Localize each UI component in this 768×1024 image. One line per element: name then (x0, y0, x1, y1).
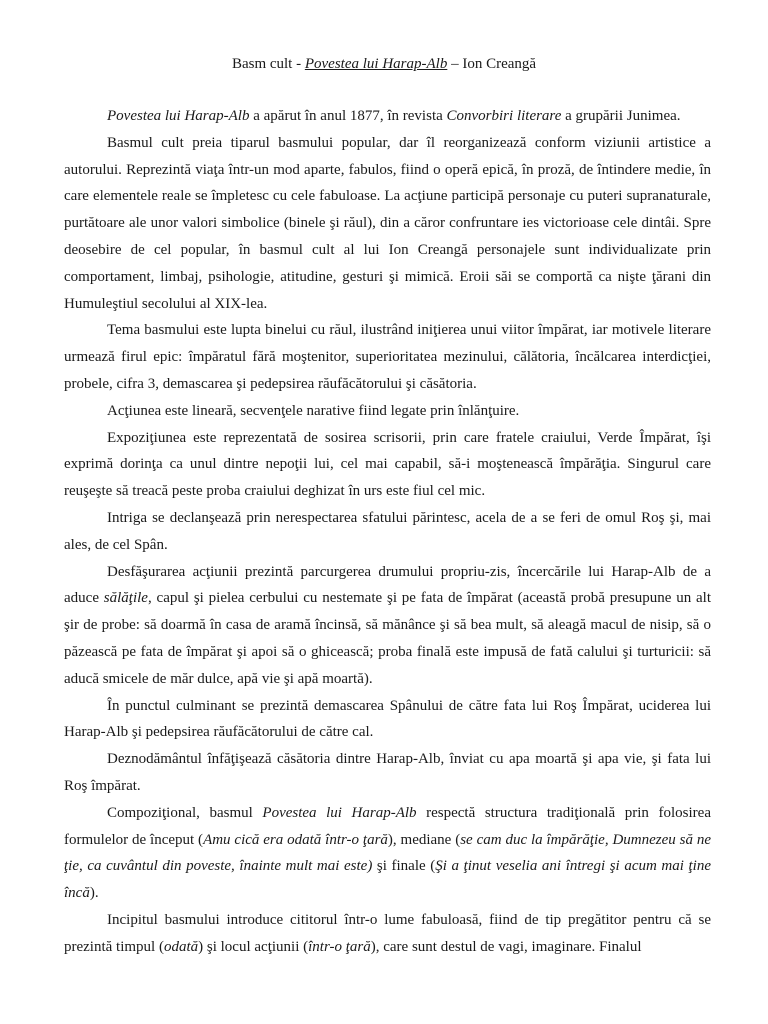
paragraph-text: Incipitul basmului introduce cititorul într-o lume fabuloasă, fiind de tip pregătitor pentru că se prezintă timpul ( (64, 911, 711, 955)
final-formula-italic: Şi a ţinut veselia ani întregi şi acum mai ţine încă (64, 858, 711, 902)
paragraph-development (64, 559, 711, 693)
paragraph-publication (64, 103, 711, 130)
magazine-title-italic: Convorbiri literare (446, 108, 562, 124)
opening-formula-italic: Amu cică era odată într-o ţară (203, 831, 388, 848)
paragraph-text: ) şi locul acţiunii ( (198, 938, 309, 955)
median-formula-italic: se cam duc la împărăţie, Dumnezeu să ne ţie, ca cuvântul din poveste, înainte mult mai este) (64, 831, 711, 875)
paragraph-text: a apărut în anul 1877, în revista (249, 108, 447, 124)
paragraph-incipit (64, 907, 711, 961)
paragraph-composition (64, 800, 711, 907)
title-work: Povestea lui Harap-Alb (304, 56, 448, 72)
paragraph-text: ), care sunt destul de vagi, imaginare. Finalul (370, 938, 642, 955)
paragraph-denouement: Deznodământul înfăţişează căsătoria dintre Harap-Alb, înviat cu apa moartă şi apa vie, şi fata lui Roş împărat. (64, 751, 711, 794)
paragraph-text: şi finale ( (372, 858, 436, 875)
paragraph-text: respectă structura tradiţională prin folosirea formulelor de început ( (64, 804, 711, 848)
paragraph-climax: În punctul culminant se prezintă demascarea Spânului de către fata lui Roş Împărat, uciderea lui Harap-Alb şi pedepsirea răufăcătorului de către cal. (64, 697, 711, 741)
paragraph-text: Desfăşurarea acţiunii prezintă parcurgerea drumului propriu-zis, încercările lui Harap-Alb de a aduce (64, 563, 711, 607)
paragraph-action: Acţiunea este lineară, secvenţele narative fiind legate prin înlănţuire. (107, 402, 520, 419)
document-body (64, 103, 711, 961)
paragraph-exposition: Expoziţiunea este reprezentată de sosirea scrisorii, prin care fratele craiului, Verde Împărat, îşi exprimă dorinţa ca unul dintre nepoţii lui, cel mai capabil, să-i moştenească împărăţia. Singurul care reuşeşte să treacă peste proba craiului deghizat în urs este fiul cel mic. (64, 429, 711, 500)
paragraph-text: , capul şi pielea cerbului cu nestemate şi pe fata de împărat (această probă presupune un alt şir de probe: să doarmă în casa de aramă încinsă, să mănânce şi să bea mult, să aleagă macul de nisip, să o păzească pe fata de împărat şi apoi să o ghicească; proba finală este impusă de fată calului şi turturicii: să aducă smicele de măr dulce, apă vie şi apă moartă). (64, 590, 711, 687)
paragraph-intrigue: Intriga se declanşează prin nerespectarea sfatului părintesc, acela de a se feri de omul Roş şi, mai ales, de cel Spân. (64, 509, 711, 553)
paragraph-text: Compoziţional, basmul (107, 804, 263, 821)
paragraph-text: a grupării Junimea. (561, 108, 681, 124)
paragraph-text: ), mediane ( (387, 831, 461, 848)
paragraph-text: ). (89, 885, 99, 902)
paragraph-definition: Basmul cult preia tiparul basmului popular, dar îl reorganizează conform viziunii artistice a autorului. Reprezintă viaţa într-un mod aparte, fabulos, fiind o operă epică, în proză, de întindere medie, în care elementele reale se împletesc cu cele fabuloase. La acţiune participă personaje cu puteri supranaturale, purtătoare ale unor valori simbolice (binele şi răul), din a căror confruntare ies victorioase cele dintâi. Spre deosebire de cel popular, în basmul cult al lui Ion Creangă personajele sunt individualizate prin comportament, limbaj, psihologie, atitudine, gesturi şi mimică. Eroii săi se comportă ca nişte ţărani din Humuleştiul secolului al XIX-lea. (64, 134, 711, 312)
title-suffix: – Ion Creangă (447, 56, 537, 72)
title-prefix: Basm cult - (231, 56, 305, 72)
place-marker-italic: într-o ţară (308, 938, 371, 955)
paragraph-theme: Tema basmului este lupta binelui cu răul, ilustrând iniţierea unui viitor împărat, iar motivele literare urmează firul epic: împăratul fără moştenitor, superioritatea mezinului, călătoria, încălcarea interdicţiei, probele, cifra 3, demascarea şi pedepsirea răufăcătorului şi căsătoria. (64, 322, 711, 392)
time-marker-italic: odată (163, 938, 199, 955)
work-title-italic: Povestea lui Harap-Alb (262, 804, 417, 821)
document-title (0, 54, 768, 74)
work-title-italic: Povestea lui Harap-Alb (107, 108, 250, 124)
italic-term: sălăţile (103, 590, 148, 607)
